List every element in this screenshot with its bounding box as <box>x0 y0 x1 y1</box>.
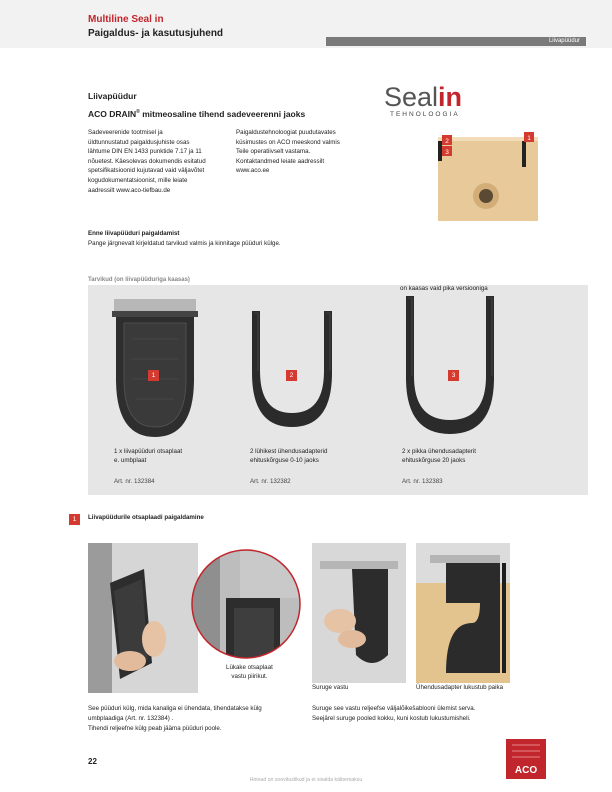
sealin-logo: Sealin <box>384 82 463 112</box>
section-title: Liivapüüdur <box>88 91 137 101</box>
end-plate-image <box>112 299 198 439</box>
install-step-num: 1 <box>69 514 80 525</box>
seal-diagram <box>438 131 538 221</box>
accessory-art-1: Art. nr. 132384 <box>114 478 155 485</box>
doc-subtitle: Paigaldus- ja kasutusjuhend <box>88 28 224 39</box>
install-photo-1 <box>88 543 198 693</box>
accessory-num-2: 2 <box>286 370 297 381</box>
install-left-text: See püüduri külg, mida kanaliga ei ühendata, tihendatakse külg umbplaadiga (Art. nr. 132384) . Tihendi reljeefne külg peab jääma püüduri poole. <box>88 705 262 732</box>
long-adapter-image <box>398 296 502 440</box>
diagram-label-2: 2 <box>445 138 449 145</box>
intro-col-1: Sadeveerenide tootmisel ja üldtunnustatud paigaldusjuhiste osas lähtume DIN EN 1433 punktide 7.17 ja 11 nõuetest. Käesolevas dokumendis esitatud spetsifikatsioonid kujutavad vaid väljavõtet kogudokumentatsioonist, mille leiate aadressilt www.aco-tiefbau.de <box>88 129 206 194</box>
footer-note: Hinnad on soovituslikud ja ei sisalda käibemaksu <box>249 777 363 783</box>
install-title: Liivapüüdurile otsaplaadi paigaldamine <box>88 514 204 521</box>
accessory-caption-3: 2 x pikka ühendusadapterit ehituskõrguse 20 jaoks <box>402 448 476 464</box>
zoom-detail <box>190 548 302 660</box>
caption-adapter: Ühendusadapter lukustub paika <box>416 684 504 691</box>
page-number: 22 <box>88 757 97 766</box>
zoom-caption: Lükake otsaplaat vastu piirikut. <box>226 664 273 680</box>
accessory-num-3: 3 <box>448 370 459 381</box>
aco-logo-text: ACO <box>514 765 538 776</box>
section-tab: Liivapüüdur <box>326 37 586 46</box>
install-right-text: Suruge see vastu reljeefse väljalõikešablooni ülemist serva. Seejärel suruge pooled kokku, kuni kostub lukustumisheli. <box>312 705 476 722</box>
accessory-caption-2: 2 lühikest ühendusadapterid ehituskõrguse 0-10 jaoks <box>250 448 328 464</box>
accessory-num-1: 1 <box>148 370 159 381</box>
aco-logo <box>506 739 546 779</box>
install-photo-4 <box>416 543 510 683</box>
accessory-art-2: Art. nr. 132382 <box>250 478 291 485</box>
diagram-label-3: 3 <box>445 149 449 156</box>
install-photo-3 <box>312 543 406 683</box>
accessory-art-3: Art. nr. 132383 <box>402 478 443 485</box>
section-subtitle: ACO DRAIN® mitmeosaline tihend sadeveerenni jaoks <box>88 109 306 119</box>
note-text: Pange järgnevalt kirjeldatud tarvikud valmis ja kinnitage püüduri külge. <box>88 240 281 247</box>
sealin-tagline: TEHNOLOOGIA <box>390 111 460 118</box>
doc-title: Multiline Seal in <box>88 14 164 25</box>
diagram-label-1: 1 <box>527 135 531 142</box>
note-title: Enne liivapüüduri paigaldamist <box>88 230 180 237</box>
intro-col-2: Paigaldustehnoloogiat puudutavates küsimustes on ACO meeskond valmis Teile operatiivselt vastama. Kontaktandmed leiate aadressilt www.aco.ee <box>236 129 340 175</box>
seal-right <box>522 141 526 167</box>
seal-left <box>438 141 442 161</box>
accessories-label: Tarvikud (on liivapüüduriga kaasas) <box>88 277 190 283</box>
accessories-top-note: on kaasas vaid pika versiooniga <box>400 285 488 292</box>
caption-surface: Suruge vastu <box>312 684 349 691</box>
accessory-caption-1: 1 x liivapüüduri otsaplaat e. umbplaat <box>114 448 183 464</box>
